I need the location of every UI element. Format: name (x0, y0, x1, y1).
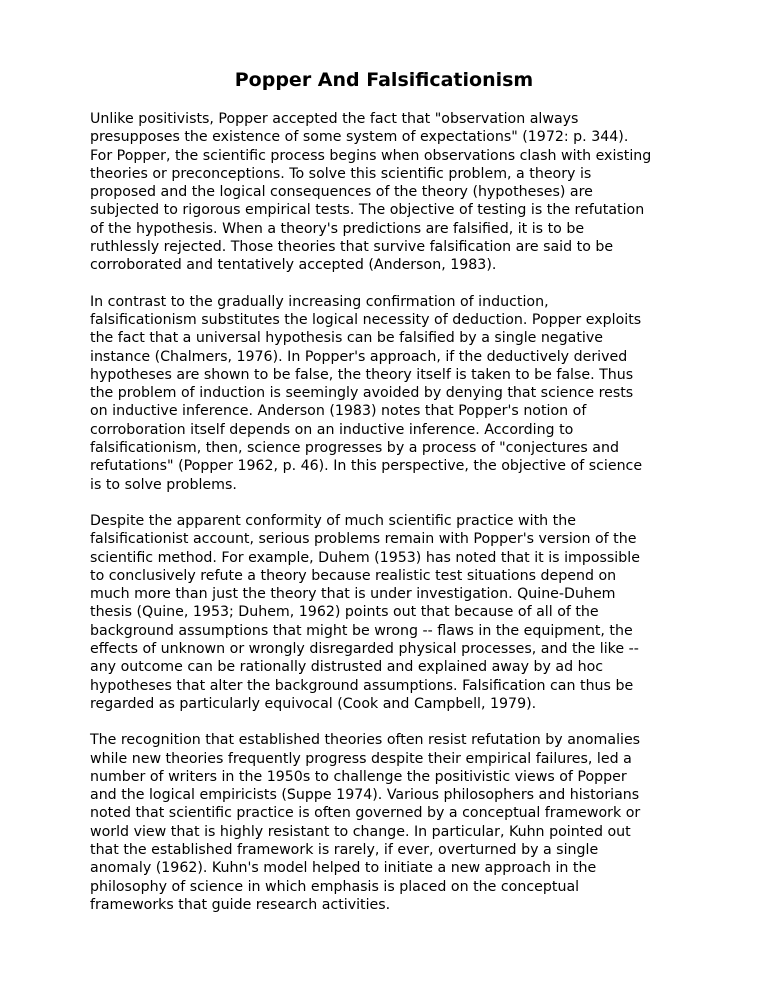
text-line: instance (Chalmers, 1976). In Popper's approach, if the deductively derived (90, 348, 628, 365)
text-line: while new theories frequently progress despite their empirical failures, led a (90, 750, 632, 767)
text-line: theories or preconceptions. To solve this scientific problem, a theory is (90, 165, 592, 182)
text-line: number of writers in the 1950s to challenge the positivistic views of Popper (90, 768, 627, 785)
text-line: anomaly (1962). Kuhn's model helped to initiate a new approach in the (90, 860, 597, 877)
text-line: and the logical empiricists (Suppe 1974). Various philosophers and historians (90, 787, 640, 804)
text-line: the problem of induction is seemingly avoided by denying that science rests (90, 385, 634, 402)
text-line: presupposes the existence of some system of expectations" (1972: p. 344). (90, 129, 629, 146)
text-line: frameworks that guide research activities. (90, 896, 391, 913)
text-line: Unlike positivists, Popper accepted the fact that "observation always (90, 111, 579, 127)
text-line: on inductive inference. Anderson (1983) notes that Popper's notion of (90, 403, 587, 420)
text-line: that the established framework is rarely, if ever, overturned by a single (90, 841, 599, 858)
text-line: scientific method. For example, Duhem (1953) has noted that it is impossible (90, 549, 640, 566)
text-line: much more than just the theory that is under investigation. Quine-Duhem (90, 586, 616, 603)
document-body (90, 110, 690, 932)
text-line: For Popper, the scientific process begins when observations clash with existing (90, 147, 652, 164)
text-line: corroboration itself depends on an inductive inference. According to (90, 421, 574, 438)
text-line: proposed and the logical consequences of the theory (hypotheses) are (90, 184, 593, 201)
text-line: noted that scientific practice is often governed by a conceptual framework or (90, 805, 641, 822)
text-line: corroborated and tentatively accepted (Anderson, 1983). (90, 257, 497, 274)
text-line: ruthlessly rejected. Those theories that survive falsification are said to be (90, 239, 614, 256)
text-line: hypotheses are shown to be false, the theory itself is taken to be false. Thus (90, 366, 634, 383)
paragraph-2 (90, 293, 690, 494)
text-line: hypotheses that alter the background assumptions. Falsification can thus be (90, 677, 634, 694)
text-line: refutations" (Popper 1962, p. 46). In this perspective, the objective of science (90, 458, 643, 475)
text-line: world view that is highly resistant to change. In particular, Kuhn pointed out (90, 823, 631, 840)
text-line: thesis (Quine, 1953; Duhem, 1962) points out that because of all of the (90, 604, 599, 621)
text-line: to conclusively refute a theory because realistic test situations depend on (90, 567, 617, 584)
text-line: effects of unknown or wrongly disregarded physical processes, and the like -- (90, 641, 639, 658)
text-line: falsificationism, then, science progresses by a process of "conjectures and (90, 440, 620, 457)
text-line: background assumptions that might be wrong -- flaws in the equipment, the (90, 622, 633, 639)
text-line: subjected to rigorous empirical tests. The objective of testing is the refutation (90, 202, 645, 219)
text-line: regarded as particularly equivocal (Cook and Campbell, 1979). (90, 695, 537, 712)
text-line: The recognition that established theories often resist refutation by anomalies (90, 732, 641, 749)
text-line: of the hypothesis. When a theory's predictions are falsified, it is to be (90, 220, 585, 237)
paragraph-4 (90, 731, 690, 914)
text-line: is to solve problems. (90, 476, 237, 493)
text-line: Despite the apparent conformity of much scientific practice with the (90, 512, 576, 529)
paragraph-1 (90, 110, 690, 275)
text-line: the fact that a universal hypothesis can be falsified by a single negative (90, 330, 603, 347)
document-title: Popper And Falsificationism (234, 69, 534, 91)
text-line: falsificationist account, serious problems remain with Popper's version of the (90, 531, 637, 548)
text-line: falsificationism substitutes the logical necessity of deduction. Popper exploits (90, 311, 642, 328)
text-line: philosophy of science in which emphasis is placed on the conceptual (90, 878, 580, 895)
paragraph-3 (90, 512, 690, 713)
text-line: any outcome can be rationally distrusted and explained away by ad hoc (90, 659, 604, 676)
text-line: In contrast to the gradually increasing confirmation of induction, (90, 293, 549, 310)
